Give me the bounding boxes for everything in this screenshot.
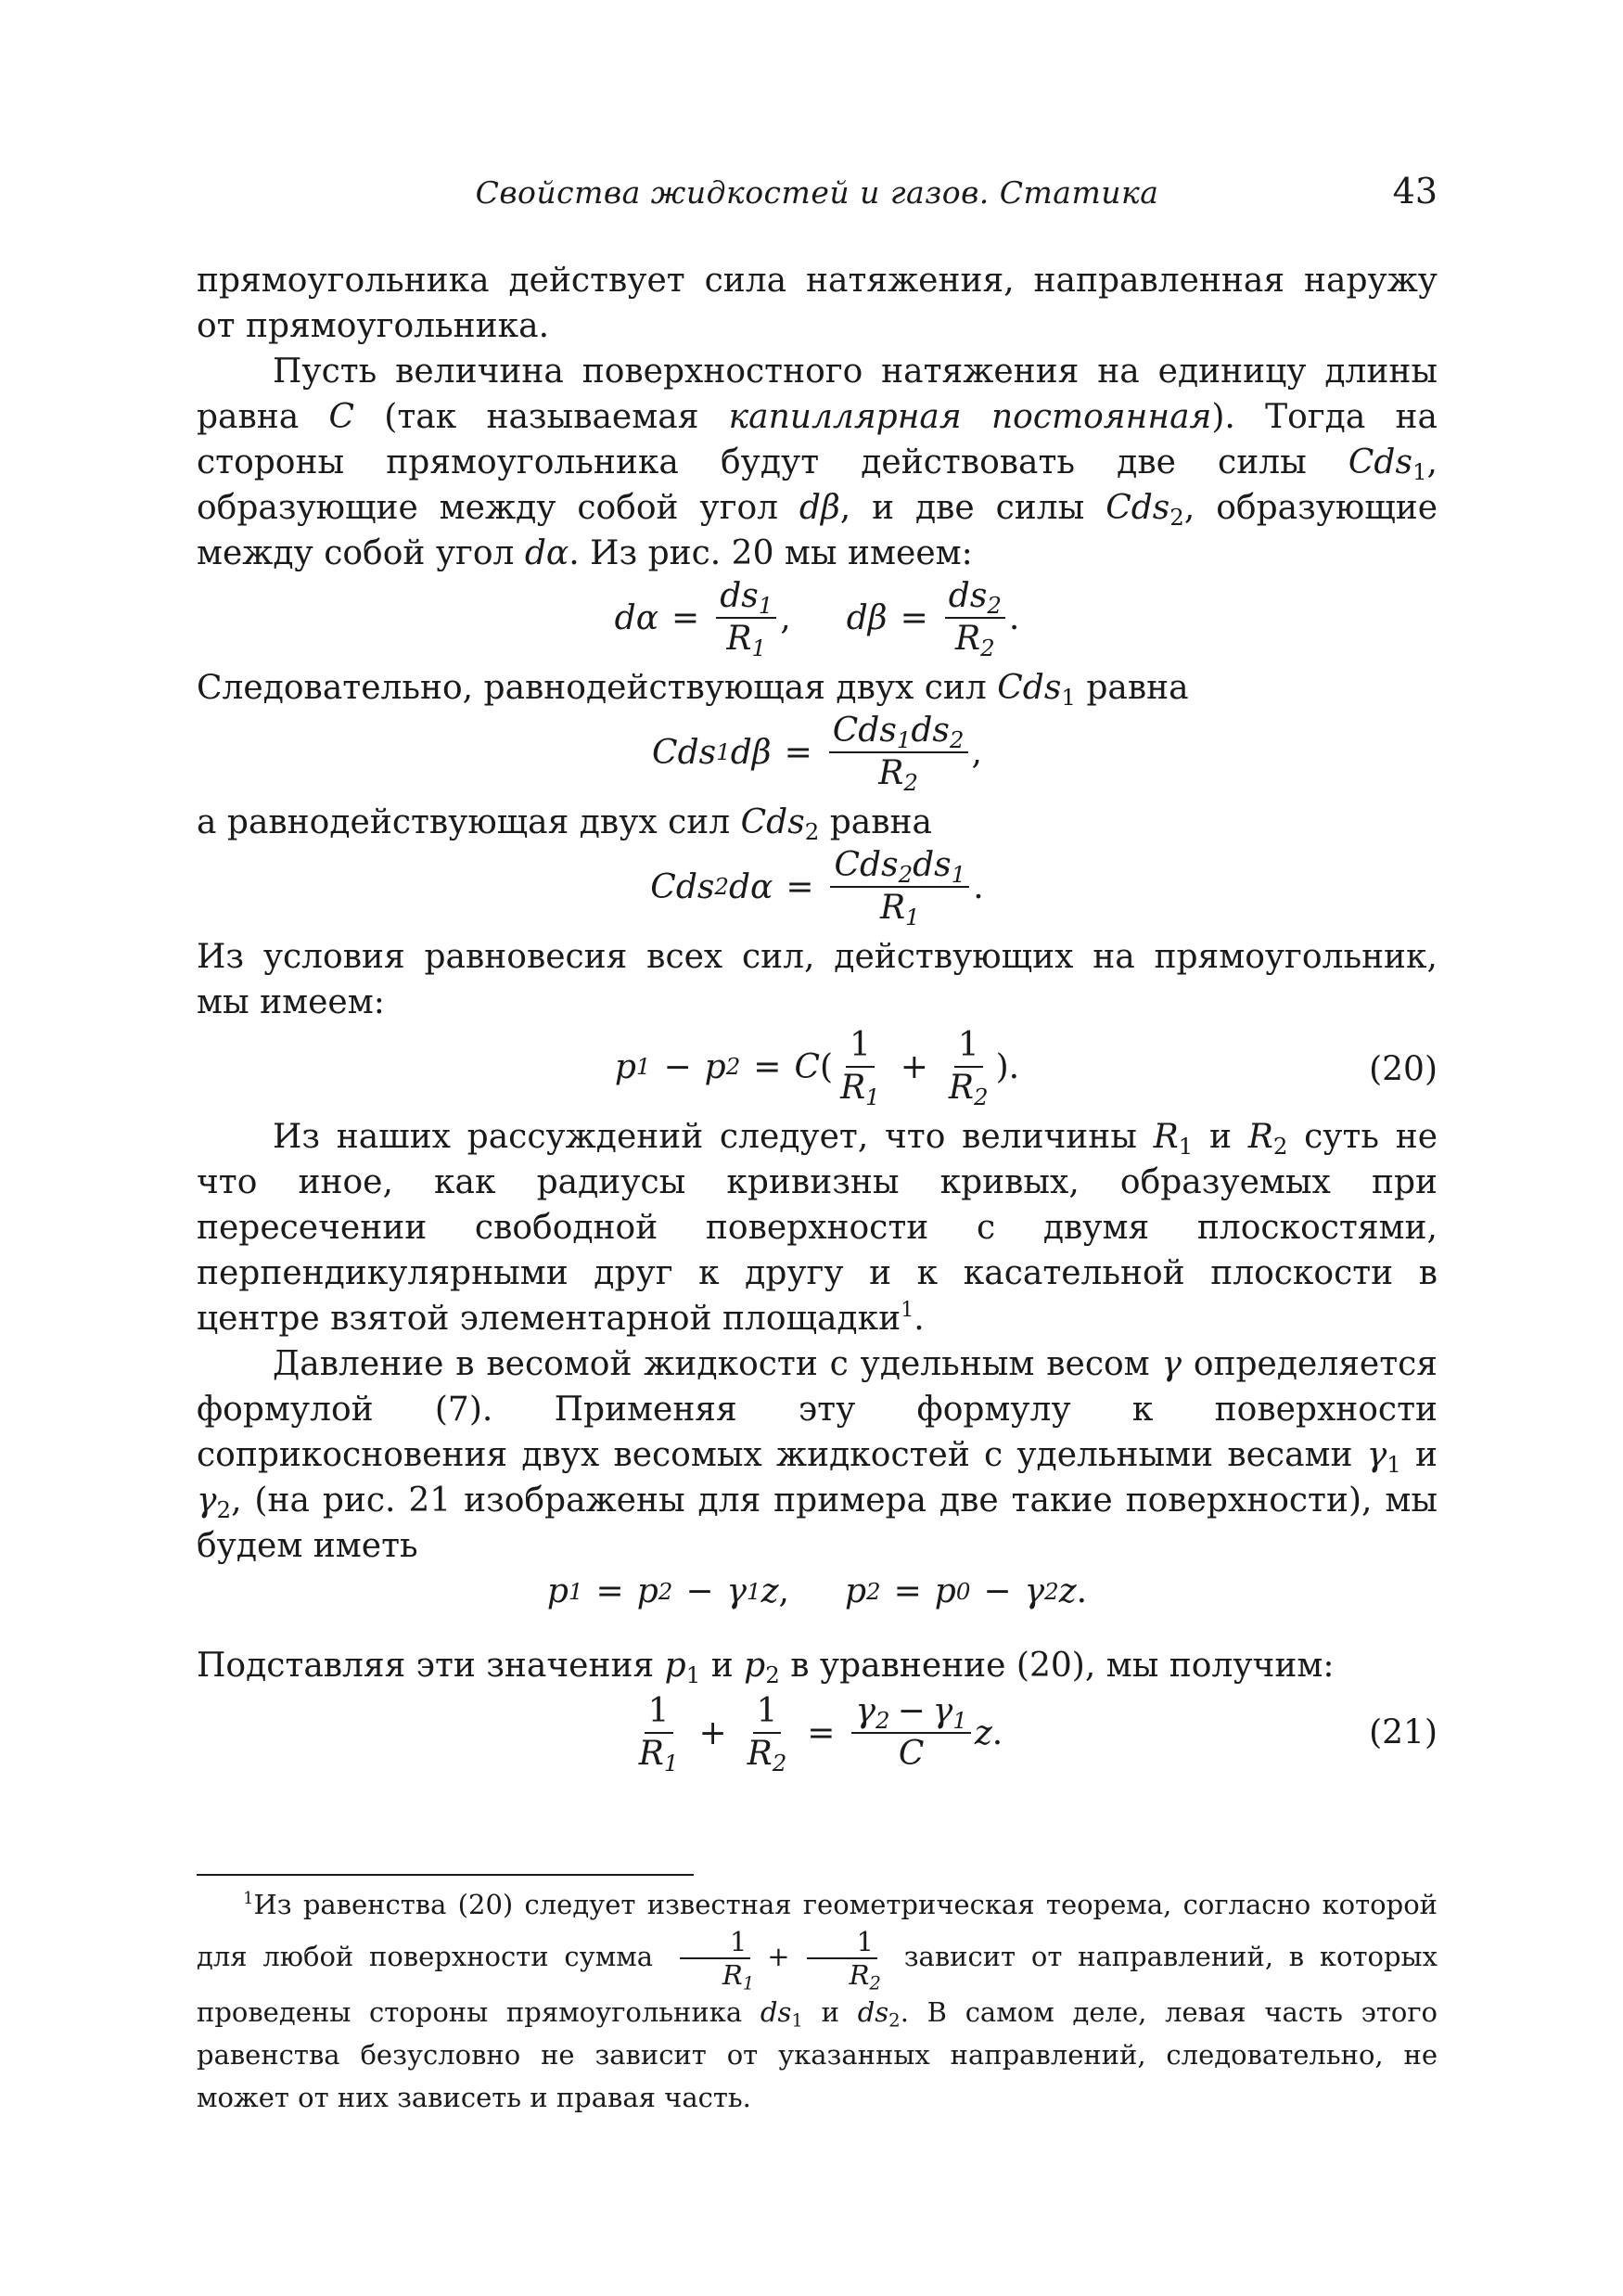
main-text: [197, 258, 1438, 1777]
paragraph-7: Давление в весомой жидкости с удельным весом γ определяется формулой (7). Применяя эту формулу к поверхности соприкосновения двух весомых жидкостей с удельными весами $\gamma_1$ и $\gamma_2$, (на рис. 21 изображены для примера две такие поверхности), мы будем иметь: [197, 1345, 1438, 1565]
paragraph-4: а равнодействующая двух сил Cds$_2$ равна: [197, 803, 932, 845]
running-title: Свойства жидкостей и газов. Статика: [475, 174, 1159, 211]
paragraph-2: Пусть величина поверхностного натяжения на единицу длины равна C (так называемая капиллярная постоянная). Тогда на стороны прямоугольника будут действовать две силы Cds$_1$, образующие между собой угол dβ, и две силы Cds$_2$, образующие между собой угол dα. Из рис. 20 мы имеем:: [197, 353, 1438, 572]
equation-number-21: (21): [1369, 1713, 1438, 1752]
paragraph-8: Подставляя эти значения $p_1$ и $p_2$ в уравнение (20), мы получим:: [197, 1647, 1335, 1688]
footnote-text: $^1$Из равенства (20) следует известная геометрическая теорема, согласно которой для любой поверхности сумма $\frac{1}{R_1}$ + $\frac{1}{R_2}$ зависит от направлений, в которых проведены стороны прямоугольника $ds_1$ и $ds_2$. В самом деле, левая часть этого равенства безусловно не зависит от указанных направлений, следовательно, не может от них зависеть и правая часть.: [197, 1888, 1438, 2113]
formula-dalpha-dbeta: dα = $\frac{ds_1}{R_1}$ , dβ = $\frac{ds_2}{R_2}$ .: [614, 577, 1020, 661]
footnote-number: 1: [243, 1888, 254, 1908]
running-header: [197, 171, 1438, 221]
footnote: [197, 1883, 1438, 2119]
paragraph-5: Из условия равновесия всех сил, действующих на прямоугольник, мы имеем:: [197, 938, 1438, 1021]
formula-20: p 1 − p 2 = C ( $\frac{1}{R_1}$ + $\frac{1}{R_2}$ ). (20): [614, 1026, 1438, 1110]
formula-21: $\frac{1}{R_1}$ + $\frac{1}{R_2}$ = $\frac{\gamma_2 - \gamma_1}{C}$ z . (21): [638, 1692, 1438, 1777]
formula-pressures: p 1 = p 2 − γ 1 z , p 2 = p 0 − γ 2 z .: [546, 1572, 1088, 1610]
capillary-term: капиллярная постоянная: [728, 398, 1212, 436]
footnote-rule: [197, 1874, 694, 1876]
footnote-marker: 1: [901, 1298, 914, 1323]
formula-resultant-2: Cds 2 dα = $\frac{Cds_2ds_1}{R_1}$ .: [650, 846, 984, 930]
formula-resultant-1: Cds 1 dβ = $\frac{Cds_1ds_2}{R_2}$ ,: [652, 712, 982, 796]
page-number: 43: [1392, 171, 1438, 212]
equation-number-20: (20): [1369, 1050, 1438, 1089]
paragraph-6: Из наших рассуждений следует, что величины $R_1$ и $R_2$ суть не что иное, как радиусы кривизны кривых, образуемых при пересечении свободной поверхности с двумя плоскостями, перпендикулярными друг к другу и к касательной плоскости в центре взятой элементарной площадки$^1$.: [197, 1118, 1438, 1338]
paragraph-1: прямоугольника действует сила натяжения, направленная наружу от прямоугольника.: [197, 262, 1438, 345]
paragraph-3: Следовательно, равнодействующая двух сил Cds$_1$ равна: [197, 669, 1189, 711]
